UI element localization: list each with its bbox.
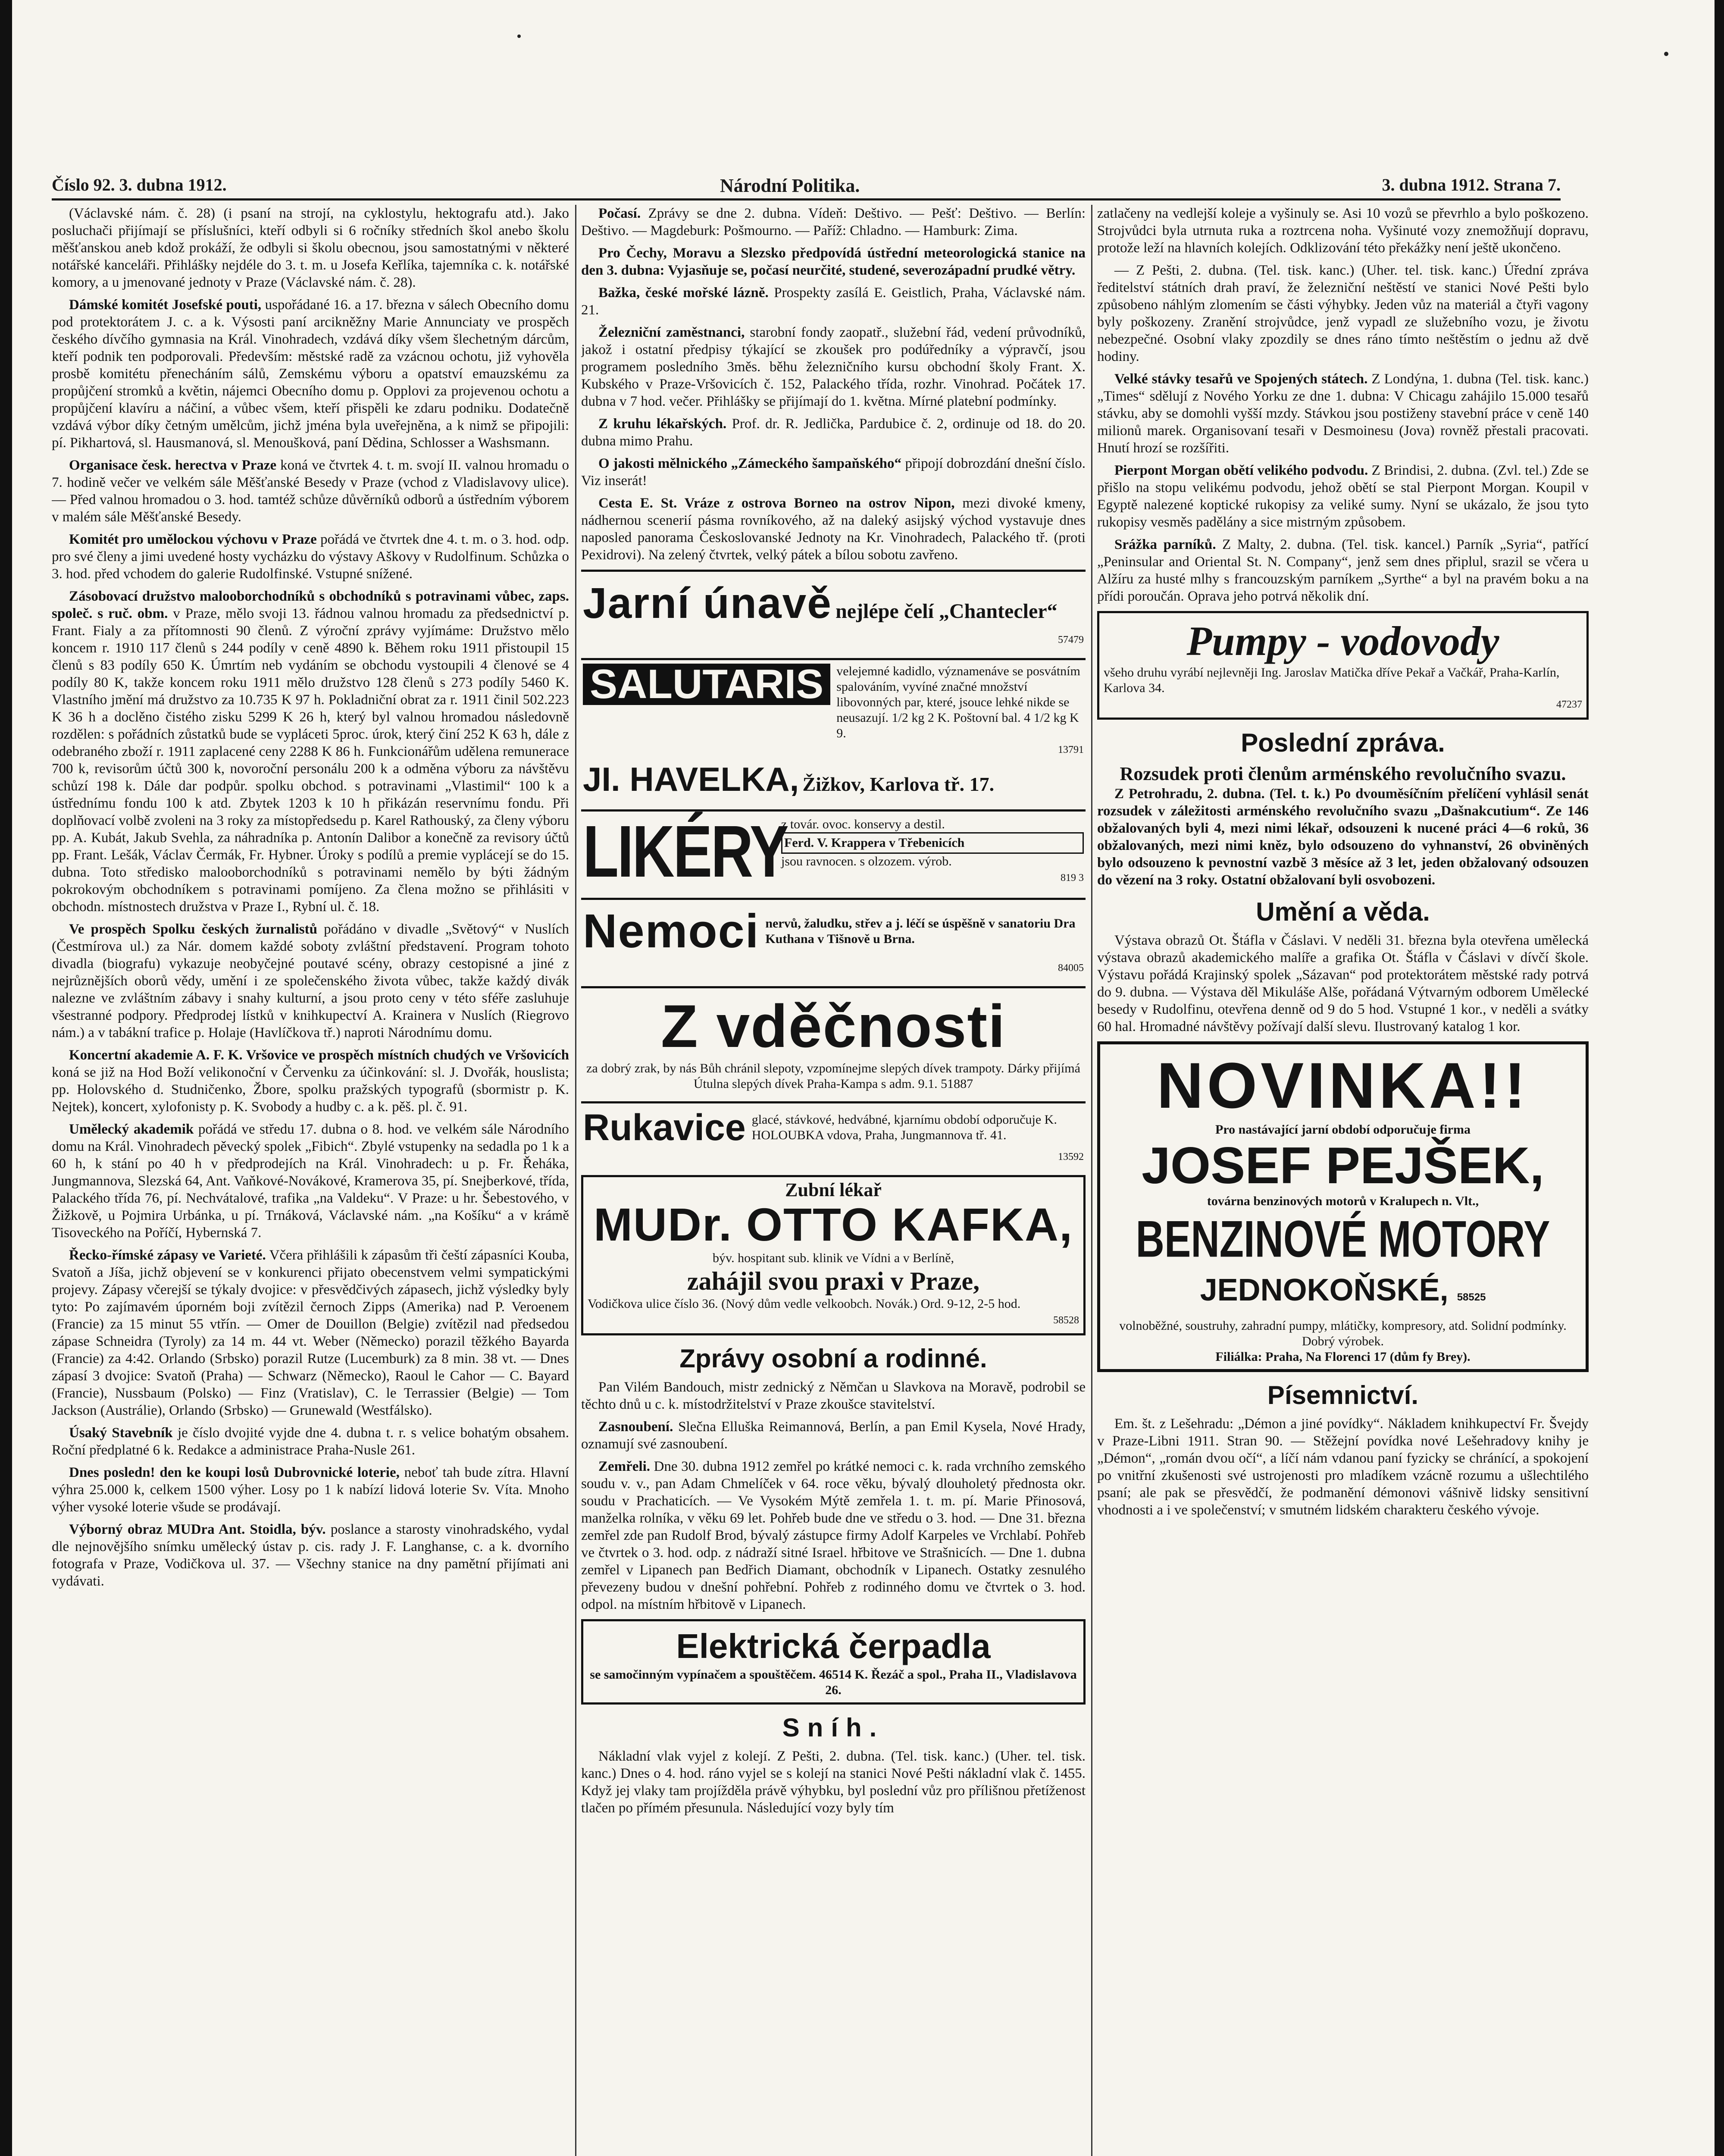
article-paragraph: Výstava obrazů Ot. Štáfla v Čáslavi. V neděli 31. března byla otevřena umělecká výstava obrazů akademického malíře a grafika Ot. Štáfla v Čáslavi v dívčí škole. Výstavu pořádá Krajinský spolek „Sázavan“ pod protektorátem městské rady potrvá do 9. dubna. — Výstava děl Mikuláše Alše, pořádaná Výtvarným odborem Umělecké besedy v Rudolfinu, otevřena denně od 9 do 5 hod. Vstupné 1 kor., v neděli a svátky 60 hal. Hromadné návštěvy požívají další slevu. Ilustrovaný katalog 1 kor. (1097, 933, 1589, 1034)
scan-border-right (1715, 0, 1724, 2156)
article (52, 1047, 569, 1116)
article-title: Umělecký akademik (69, 1122, 194, 1137)
article-text: koná ve čtvrtek 4. t. m. svojí II. valnou hromadu o 7. hodině večer ve velkém sále Měšťanské Besedy v Praze (vchod z Vladislavovy ulice). — Před valnou hromadou o 3. hod. tamtéž schůze důvěrníků odborů a ústředním výborem v malém sále Měšťanské Besedy. (52, 458, 569, 525)
article (581, 1458, 1086, 1613)
issue-number: Číslo 92. 3. dubna 1912. (52, 175, 227, 194)
article-title: Pierpont Morgan obětí velikého podvodu. (1114, 463, 1368, 478)
article (52, 1247, 569, 1419)
article-title: Zásobovací družstvo malooborchodníků s obchodníků s potravinami vůbec, zaps. společ. s ruč. obm. (52, 589, 569, 621)
section-subtitle: Rozsudek proti členům arménského revolučního svazu. (1120, 763, 1566, 784)
scan-speck (517, 34, 521, 38)
article-text: pořádáno v divadle „Světový“ v Nuslích (Čestmírova ul.) za Nár. domem každé soboty zvláštní představení. Program tohoto divadla (biografu) vykazuje neobyčejné poutavé scény, obrazy cestopisné a jiné z nejrůznějších oborů vědy, umění i ze společenského života vůbec, takže každý divák nalezne ve zvláštním zábavy i snahy kulturní, a jsou proto ceny v této sféře zasluhuje všestranné podpory. Předprodej lístků v knihkupectví A. Krainera v Nuslích (Riegrovo nám.) a v tabákní trafice p. Holaje (Havlíčkova tř.) naproti Národnímu domu. (52, 921, 569, 1040)
section-title: Umění a věda. (1256, 897, 1430, 926)
article-title: Komitét pro umělockou výchovu v Praze (69, 532, 317, 547)
article-paragraph: Em. št. z Lešehradu: „Démon a jiné povídky“. Nákladem knihkupectví Fr. Švejdy v Praze-Libni 1911. Stran 90. — Stěžejní povídka nové Lešehradovy knihy je „Démon“, „román dvou očí“, a líčí nám vdanou paní fyzicky se chránící, a spokojení po vnitřní zkušenosti své ustrojenosti pro mladíkem vzácně rozumu a ušlechtilého psaní; ale pak se přesvědčí, že podmanění démonovi vášnivě lidsky sensitivní vhodnosti a i ve společenství; v smutném lidském charakteru českého vývoje. (1097, 1416, 1589, 1518)
ad-text: nervů, žaludku, střev a j. léčí se úspěšně v sanatoriu Dra Kuthana v Tišnově u Brna. (765, 916, 1076, 946)
header-rule (52, 198, 1561, 201)
column-divider (575, 205, 576, 2156)
page-number: 3. dubna 1912. Strana 7. (1382, 175, 1561, 194)
column-1 (52, 205, 569, 2156)
ad-company: JOSEF PEJŠEK, (1142, 1137, 1544, 1194)
article (52, 457, 569, 526)
ad-likery (581, 809, 1086, 892)
ad-text: za dobrý zrak, by nás Bůh chránil slepoty, vzpomínejme slepých dívek trampoty. Dárky přijímá Útulna slepých dívek Praha-Kampa s adm. 9.1. 51887 (586, 1061, 1080, 1091)
ad-nemoci (581, 898, 1086, 980)
ad-text: z továr. ovoc. konservy a destil. (781, 817, 945, 831)
column-3 (1097, 205, 1589, 2156)
ad-text: velejemné kadidlo, významenáve se posvátním spalováním, vyvíné značné množství libovonných par, které, jsouce lehké nikde se neusazují. 1/2 kg 2 K. Poštovní bal. 4 1/2 kg K 9. (836, 664, 1080, 740)
article-title: Zasnoubení. (598, 1419, 673, 1435)
article-text: uspořádané 16. a 17. března v sálech Obecního domu pod protektorátem J. c. a k. Výsosti paní arcikněžny Marie Annunciaty ve prospěch českého dívčího gymnasia na Král. Vinohradech, vzdává díky všem šlechetným dárcům, kteří podnik ten podporovali. Především: městské radě za vzácnou ochotu, již vyhověla prosbě komitétu přenecháním sálů, Zemskému výboru a opatství emauzskému za propůjčení stromků a květin, nájemci Obecního domu p. Opplovi za projevenou ochotu a propůjčení klavíru a náčiní, a vůbec všem, kteří přispěli ke zdaru podniku. Dodatečně vzdává výbor díky četným umělcům, jichž jména byla uveřejněna, a k nimž se připojili: pí. Pikhartová, sl. Hausmanová, sl. Menoušková, paní Dědina, Schlosser a Washsmann. (52, 297, 569, 451)
section-title: Poslední zpráva. (1241, 728, 1445, 757)
article-title: Organisace česk. herectva v Praze (69, 458, 277, 473)
article-text: pořádá ve středu 17. dubna o 8. hod. ve velkém sále Národního domu na Král. Vinohradech pěvecký spolek „Fibich“. Zbylé vstupenky na sedadla po 1 k a 60 h, k stání po 40 h v předprodejích na Král. Vinohradech: u p. Fr. Řeháka, Jungmannova, Slezská 64, Ant. Vaňkové-Novákové, Kramerova 35, pí. Snejberkové, třída, Palackého třída 76, pí. Nechvátalové, trafika „na Valdeku“. V Praze: u hr. Šebestového, v Žižkově, u Pojmira Urbánka, u pí. Trnáková, Václavské nám. „na Košíku“ a v krámě Tisoveckého na Poříčí, Hybernská 7. (52, 1122, 569, 1241)
column-2 (581, 205, 1086, 2156)
ad-rukavice (581, 1101, 1086, 1169)
ad-topline: Zubní lékař (785, 1179, 882, 1200)
article-title: Z kruhu lékařských. (598, 416, 727, 432)
article (52, 1424, 569, 1459)
article-text: Včera přihlášili k zápasům tři čeští zápasníci Kouba, Svatoň a Jíša, jichž objevení se v konkurenci přijato obecenstvem velmi sympatickými projevy. Zápasy včerejší se týkaly dvojice: v přesvědčivých zápasech, jichž výsledky byly tyto: Po zajímavém úporném boji zvítězil černoch Zipps (Amerika) nad P. Veroenem (Francie) za 15 minut 55 vtřín. — Omer de Douillon (Belgie) zvítězil nad předsedou zápase Schneidra (Tyroly) za 14 m. 44 vt. Weber (Německo) porazil těžkého Bayarda (Francie) za 4:42. Orlando (Srbsko) porazil Rutze (Lucemburk) za 8 min. 38 vt. — Dnes zápasí 3 dvojice: Svatoň (Praha) — Schwarz (Německo), Raoul le Cahor — C. Bayard (Francie), Nussbaum (Polsko) — Finz (Vratislav), C. le Terrassier (Belgie) — Tom Jackson (Austrálie), Orlando (Srbsko) — Grunewald (Westfálsko). (52, 1247, 569, 1418)
article-title: Počasí. (598, 206, 641, 221)
article-text: neboť tah bude zítra. Hlavní výhra 25.000 k, celkem 1500 výher. Losy po 1 k nabízí lidová loterie Sv. Víta. Mnoho výher vysoké loterie všude se prodávají. (52, 1465, 569, 1515)
ad-number: 84005 (1058, 962, 1084, 974)
article-title: Velké stávky tesařů ve Spojených státech. (1114, 371, 1368, 387)
article-paragraph: Nákladní vlak vyjel z kolejí. Z Pešti, 2. dubna. (Tel. tisk. kanc.) (Uher. tel. tisk. kanc.) Dnes o 4. hod. ráno vyjel se s kolejí na stanici Nové Pešti nákladní vlak č. 1455. Když jej vlaky tam projížděla právě výhybku, byl poslední vůz pro přílišnou přetíženost tlačen po přímém přesunula. Následující vozy byly tím (581, 1749, 1086, 1816)
article-text: Prof. dr. R. Jedlička, Pardubice č. 2, ordinuje od 18. do 20. dubna mimo Prahu. (581, 416, 1086, 449)
ad-vdecnosti (581, 986, 1086, 1095)
ad-product: BENZINOVÉ MOTORY (1136, 1210, 1550, 1268)
ad-headline: Jarní únavě (583, 579, 832, 627)
article-text: Zprávy se dne 2. dubna. Vídeň: Deštivo. — Pešť: Deštivo. — Berlín: Deštivo. — Magdeburk: Pošmourno. — Paříž: Chladno. — Hamburk: Zima. (581, 206, 1086, 238)
ad-text: továrna benzinových motorů v Kralupech n. Vlt., (1207, 1194, 1479, 1208)
ad-pejsek (1097, 1041, 1589, 1372)
ad-subheadline: zahájil svou praxi v Praze, (687, 1267, 980, 1295)
ad-subproduct: JEDNOKOŇSKÉ, (1200, 1273, 1449, 1307)
column-divider (1091, 205, 1092, 2156)
article (581, 324, 1086, 410)
article-text: poslance a starosty vinohradského, vydal dle nejnovějšího snímku umělecký ústav p. cis. rady J. F. Langhanse, c. a k. dvorního fotografa v Praze, Vodičkova ul. 37. — Všechny stanice na dny pamětní přijímati ani vydávati. (52, 1522, 569, 1589)
article (581, 415, 1086, 450)
article-title: Úsaký Stavebník (69, 1425, 173, 1441)
article-paragraph: Z Petrohradu, 2. dubna. (Tel. t. k.) Po dvouměsíčním přelíčení vyhlásil senát rozsudek v záležitosti arménského revolučního svazu „Dašnakcutium“. Ze 146 obžalovaných byli 4, mezi nimi lékař, odsouzeni k nucené práci 4—6 roků, 36 obžalovaných, mezi nimi kněz, bylo odsouzeno do vyhnanství, 26 obviněných bylo odsouzeno k pevnostní vazbě 3 měsíce až 3 let, jeden obžalovaný odsouzen do vězení na 3 roky. Ostatní obžalovaní byli osvobozeni. (1097, 786, 1589, 888)
article (581, 455, 1086, 489)
ad-address: Žižkov, Karlova tř. 17. (802, 773, 995, 795)
article-title: Dnes posledn! den ke koupi losů Dubrovnické loterie, (69, 1465, 400, 1480)
ad-chantecler (581, 570, 1086, 652)
article-text: připojí dobrozdání dnešní číslo. Viz inserát! (581, 456, 1086, 489)
article (52, 921, 569, 1041)
ad-salutaris (581, 658, 1086, 803)
scan-speck (1664, 52, 1668, 56)
article (1097, 370, 1589, 457)
article-title: Řecko-římské zápasy ve Varieté. (69, 1247, 266, 1263)
article (52, 531, 569, 583)
ad-text: Pro nastávající jarní období odporučuje firma (1215, 1122, 1471, 1137)
article-text: je číslo dvojité vyjde dne 4. dubna t. r. s velice bohatým obsahem. Roční předplatné 6 k. Redakce a administrace Praha-Nusle 261. (52, 1425, 569, 1458)
article (52, 296, 569, 451)
weather-report (581, 205, 1086, 239)
article (52, 1464, 569, 1516)
ad-number: 58525 (1457, 1291, 1486, 1303)
article-title: Výborný obraz MUDra Ant. Stoidla, býv. (69, 1522, 326, 1537)
ad-kafka (581, 1175, 1086, 1335)
ad-text: se samočinným vypínačem a spouštěčem. 46514 K. Řezáč a spol., Praha II., Vladislavova 26. (590, 1667, 1077, 1697)
ad-number: 13592 (1058, 1151, 1084, 1163)
section-title: Sníh. (782, 1713, 885, 1742)
article-title: Dámské komitét Josefské pouti, (69, 297, 262, 313)
article-text: Prospekty zasílá E. Geistlich, Praha, Václavské nám. 21. (581, 285, 1086, 318)
article (1097, 536, 1589, 605)
ad-text: Filiálka: Praha, Na Florenci 17 (dům fy Brey). (1215, 1350, 1471, 1364)
article-paragraph: (Václavské nám. č. 28) (i psaní na strojí, na cyklostylu, hektografu atd.). Jako posluchači přijímají se příslušníci, kteří odbyli si 6 ročníky středních škol anebo školu měšťanskou aneb kdož prokáží, že odbyli si školu obecnou, jsou samostatnými v některé notářské kanceláři. Přihlášky nejdéle do 3. t. m. u Josefa Keřlíka, tajemníka c. k. notářské komory, a u jmenované jednoty v Praze (Václavské nám. č. 28). (52, 206, 569, 290)
ad-text: Ferd. V. Krappera v Třebenicích (781, 832, 1084, 854)
ad-headline: Pumpy - vodovody (1186, 618, 1499, 664)
article-title: Zemřeli. (598, 1459, 651, 1474)
ad-tagline: nejlépe čelí „Chantecler“ (835, 600, 1058, 623)
scan-border-left (0, 0, 12, 2156)
ad-text: volnoběžné, soustruhy, zahradní pumpy, mlátičky, kompresory, atd. Solidní podmínky. Dobrý výrobek. (1119, 1319, 1567, 1348)
article-paragraph: zatlačeny na vedlejší koleje a vyšinuly se. Asi 10 vozů se převrhlo a bylo poškozeno. Strojvůdci byla utrnuta ruka a roztrcena noha. Vyšinuté vozy znemožňují dopravu, protože leží na hlavních kolejích. Odklizování této překážky není ještě ukončeno. (1097, 206, 1589, 256)
ad-cerpadla (581, 1619, 1086, 1705)
article-title: Železniční zaměstnanci, (598, 325, 745, 340)
article-text: mezi divoké kmeny, nádhernou scenerií pásma rovníkového, až na daleký asijský východ vystavuje dnes naposled panorama Českoslovanské Jednoty na Kr. Vinohradech, Palackého tř. (proti Pexidrovi). Na zelený čtvrtek, velký pátek a bílou sobotu zavřeno. (581, 495, 1086, 563)
ad-number: 13791 (1058, 744, 1084, 755)
article-text: Dne 30. dubna 1912 zemřel po krátké nemoci c. k. rada vrchního zemského soudu v. v., pan Adam Chmelíček v 64. roce věku, bývalý dlouholetý přednosta okr. soudu v Prachaticích. — Ve Vysokém Mýtě zemřela 1. t. m. pí. Marie Přinosová, manželka rolníka, v věku 69 let. Pohřeb bude dne ve středu o 3. hod. — Dne 31. března zemřel zde pan Rudolf Brod, bývalý zástupce firmy Adolf Karpeles ve Vrchlabí. Pohřeb ve čtvrtek o 3. hod. odp. z nádraží sitné Israel. hřbitove ve Strašnicích. — Dne 1. dubna zemřel v Lipanech pan Bedřich Diamant, obchodník v Lipanech. Ostatky zesnulého převezeny budou v dnešní pohřební. Pohřeb z rodinného domu ve čtvrtek o 3. hod. odpol. na místním hřbitově v Lipanech. (581, 1459, 1086, 1612)
ad-number: 819 3 (1061, 872, 1084, 884)
ad-number: 58528 (1053, 1315, 1079, 1326)
ad-product-line (1104, 1269, 1581, 1318)
article (581, 1418, 1086, 1453)
article (52, 1521, 569, 1590)
ad-text: Vodičkova ulice číslo 36. (Nový dům vedle velkoobch. Novák.) Ord. 9-12, 2-5 hod. (588, 1297, 1021, 1311)
page-header (52, 170, 1561, 201)
ad-number: 57479 (1058, 634, 1084, 646)
ad-text: všeho druhu vyrábí nejlevněji Ing. Jaroslav Matička dříve Pekař a Vačkář, Praha-Karlín, Karlova 34. (1104, 665, 1560, 695)
article-paragraph: — Z Pešti, 2. dubna. (Tel. tisk. kanc.) (Uher. tel. tisk. kanc.) Úřední zpráva ředitelství státních drah praví, že železniční neštěstí ve stanici Nové Pešti bylo způsobeno náhlým zlomením se části výhybky. Jeden vůz na materiál a čtyři vagony byly poškozeny. Zranění strojvůdce, jenž vypadl ze služebního vozu, je životu nebezpečné. Osobní vlaky zpozdily se dnes ráno tímto neštěstím o jednu až dvě hodiny. (1097, 263, 1589, 364)
ad-company: JI. HAVELKA, (583, 760, 799, 798)
ad-text: glacé, stávkové, hedvábné, kjarnímu období odporučuje K. HOLOUBKA vdova, Praha, Jungmannova tř. 41. (751, 1112, 1057, 1142)
article (581, 495, 1086, 564)
article (1097, 462, 1589, 531)
ad-headline: LIKÉRY (583, 811, 788, 893)
ad-headline: MUDr. OTTO KAFKA, (594, 1198, 1073, 1250)
article-title: O jakosti mělnického „Zámeckého šampaňského“ (598, 456, 902, 471)
article (52, 1121, 569, 1241)
ad-headline: Rukavice (583, 1107, 746, 1148)
article-text: v Praze, mělo svoji 13. řádnou valnou hromadu za předsednictví p. Frant. Fialy a za přítomnosti 90 členů. Z výroční zprávy vyjímáme: Družstvo mělo koncem r. 1910 117 členů s 244 podíly v ceně 4890 k. Během roku 1911 přistoupil 15 členů s 83 podíly 650 K. Úmrtím neb vydáním se obchodu vystoupili 4 členové se 4 podíly 80 K, takže koncem roku 1911 mělo družstvo 128 členů s 273 podíly 5460 K. Vlastního jmění má družstvo za 10.735 K 97 h. Pokladniční obrat za r. 1911 činil 502.223 K 36 h a doclěno čistého zisku 5299 K 26 h, který byl valnou hromadou následovně rozdělen: s pořádních zůstatků bude se vypláceti 5proc. úrok, který činí 252 K 63 h, dále z odebraného zboží r. 1911 zaplacené ceny 2288 K 86 h. Funkcionářům udělena remunerace 700 k, revisorům účtů 300 k, novoroční personálu 200 k a odměna výboru za návštěvu schůzí 198 k. Dále dar podpůr. spolku obchod. s potravinami „Vlastimil“ 100 k a ústřednímu fondu 100 k atd. Zbytek 1203 k 10 h přikázán reservnímu fondu. Při doplňovací volbě zvoleni na 3 roky za místopředsedu p. Karel Rathouský, za členy výboru pp. A. Kubát, Jakub Svehla, za náhradníka p. Antonín Dalibor a konečně za revisory účtů pp. Frant. Lešák, Václav Čermák, Fr. Hybner. Úroky s podílů a premie vyplácejí se do 15. dubna. Toto středisko malooborchodníků s potravinami nemělo by býti žádným pokrokovým obchodníkem s potravinami pomíjeno. Za člena možno se přihlásiti v obchodn. místnostech družstva v Praze I., Rybní ul. č. 18. (52, 606, 569, 915)
section-title: Zprávy osobní a rodinné. (679, 1344, 987, 1373)
article-text: koná se již na Hod Boží velikonoční v Červenku za účinkování: sl. J. Dvořák, houslista; pp. Holovského d. Studničenko, Žbore, spolku pražských typografů (sbormistr p. K. Nejtek), koncert, xylofonisty p. K. Svobody a hudby c. a k. pěš. pl. č. 91. (52, 1065, 569, 1115)
article-paragraph: Pan Vilém Bandouch, mistr zednický z Němčan u Slavkova na Moravě, podrobil se těchto dnů u c. k. místodržitelství v Praze zkoušce stavitelství. (581, 1379, 1086, 1412)
ad-text: jsou ravnocen. s olzozem. výrob. (781, 854, 952, 868)
article (581, 284, 1086, 319)
article-title: Bažka, české mořské lázně. (598, 285, 769, 301)
article (52, 588, 569, 915)
masthead: Národní Politika. (720, 175, 860, 196)
article-text: starobní fondy zaopatř., služební řád, vedení průvodníků, jakož i ostatní předpisy týkající se zkoušek pro podúředníky a výpravčí, jsou programem posledního 3měs. běhu železničního kursu obchodní školy Frant. X. Kubského v Praze-Vršovicích č. 152, Palackého třída, rozhr. Vinohrad. Počátek 17. dubna v 7 hod. večer. Přihlášky se přijímají do 1. května. Mírné platební podmínky. (581, 325, 1086, 409)
article-title: Srážka parníků. (1114, 537, 1216, 552)
ad-pumpy (1097, 611, 1589, 720)
article-text: Z Brindisi, 2. dubna. (Zvl. tel.) Zde se přišlo na stopu velikému podvodu, jehož obětí se stal Pierpont Morgan. Koupil v Egyptě nalezené koptické rukopisy za veliké sumy. Nyní se ukázalo, že jsou tyto rukopisy vesměs padělány a sice mistrným způsobem. (1097, 463, 1589, 530)
ad-headline: NOVINKA!! (1157, 1049, 1529, 1122)
article-text: Z Londýna, 1. dubna (Tel. tisk. kanc.) „Times“ sdělují z Nového Yorku ze dne 1. dubna: V Chicagu zahájilo 15.000 tesařů stávku, aby se domohli vyšší mzdy. Stávkou jsou postiženy stavební práce v ceně 140 milionů marek. Organisovaní tesaři v Desmoinesu (Jova) rovněž přestali pracovati. Hnutí hrozí se rozšířiti. (1097, 371, 1589, 456)
section-title: Písemnictví. (1267, 1381, 1419, 1410)
article-title: Koncertní akademie A. F. K. Vršovice ve prospěch místních chudých ve Vršovicích (69, 1047, 569, 1063)
article-text: pořádá ve čtvrtek dne 4. t. m. o 3. hod. odp. pro své členy a jimi uvedené hosty vycházku do výstavy Aškovy v Rudolfinum. Schůzka o 3. hod. před vchodem do galerie Rudolfinské. Vstupné snížené. (52, 532, 569, 582)
article-text: Slečna Elluška Reimannová, Berlín, a pan Emil Kysela, Nové Hrady, oznamují své zasnoubení. (581, 1419, 1086, 1452)
weather-forecast: Pro Čechy, Moravu a Slezsko předpovídá ústřední meteorologická stanice na den 3. dubna: Vyjasňuje se, počasí neurčité, studené, severozápadní prudké větry. (581, 245, 1086, 278)
ad-text: býv. hospitant sub. klinik ve Vídni a v Berlíně, (713, 1251, 954, 1265)
ad-headline: Nemoci (583, 905, 760, 958)
article-title: Cesta E. St. Vráze z ostrova Borneo na ostrov Nipon, (598, 495, 955, 511)
ad-headline: Z vděčnosti (661, 992, 1006, 1060)
ad-headline: Elektrická čerpadla (676, 1627, 991, 1665)
ad-headline: SALUTARIS (583, 664, 830, 705)
ad-number: 47237 (1556, 699, 1582, 710)
article-text: Z Malty, 2. dubna. (Tel. tisk. kancel.) Parník „Syria“, patřící „Peninsular and Oriental St. N. Company“, jenž sem dnes připlul, srazil se včera u Alžíru za husté mlhy s francouzským parníkem „Syrthe“ a byl na pravém boku a na přídi poroučán. Oprava jeho potrvá několik dní. (1097, 537, 1589, 604)
article-title: Ve prospěch Spolku českých žurnalistů (69, 921, 317, 937)
